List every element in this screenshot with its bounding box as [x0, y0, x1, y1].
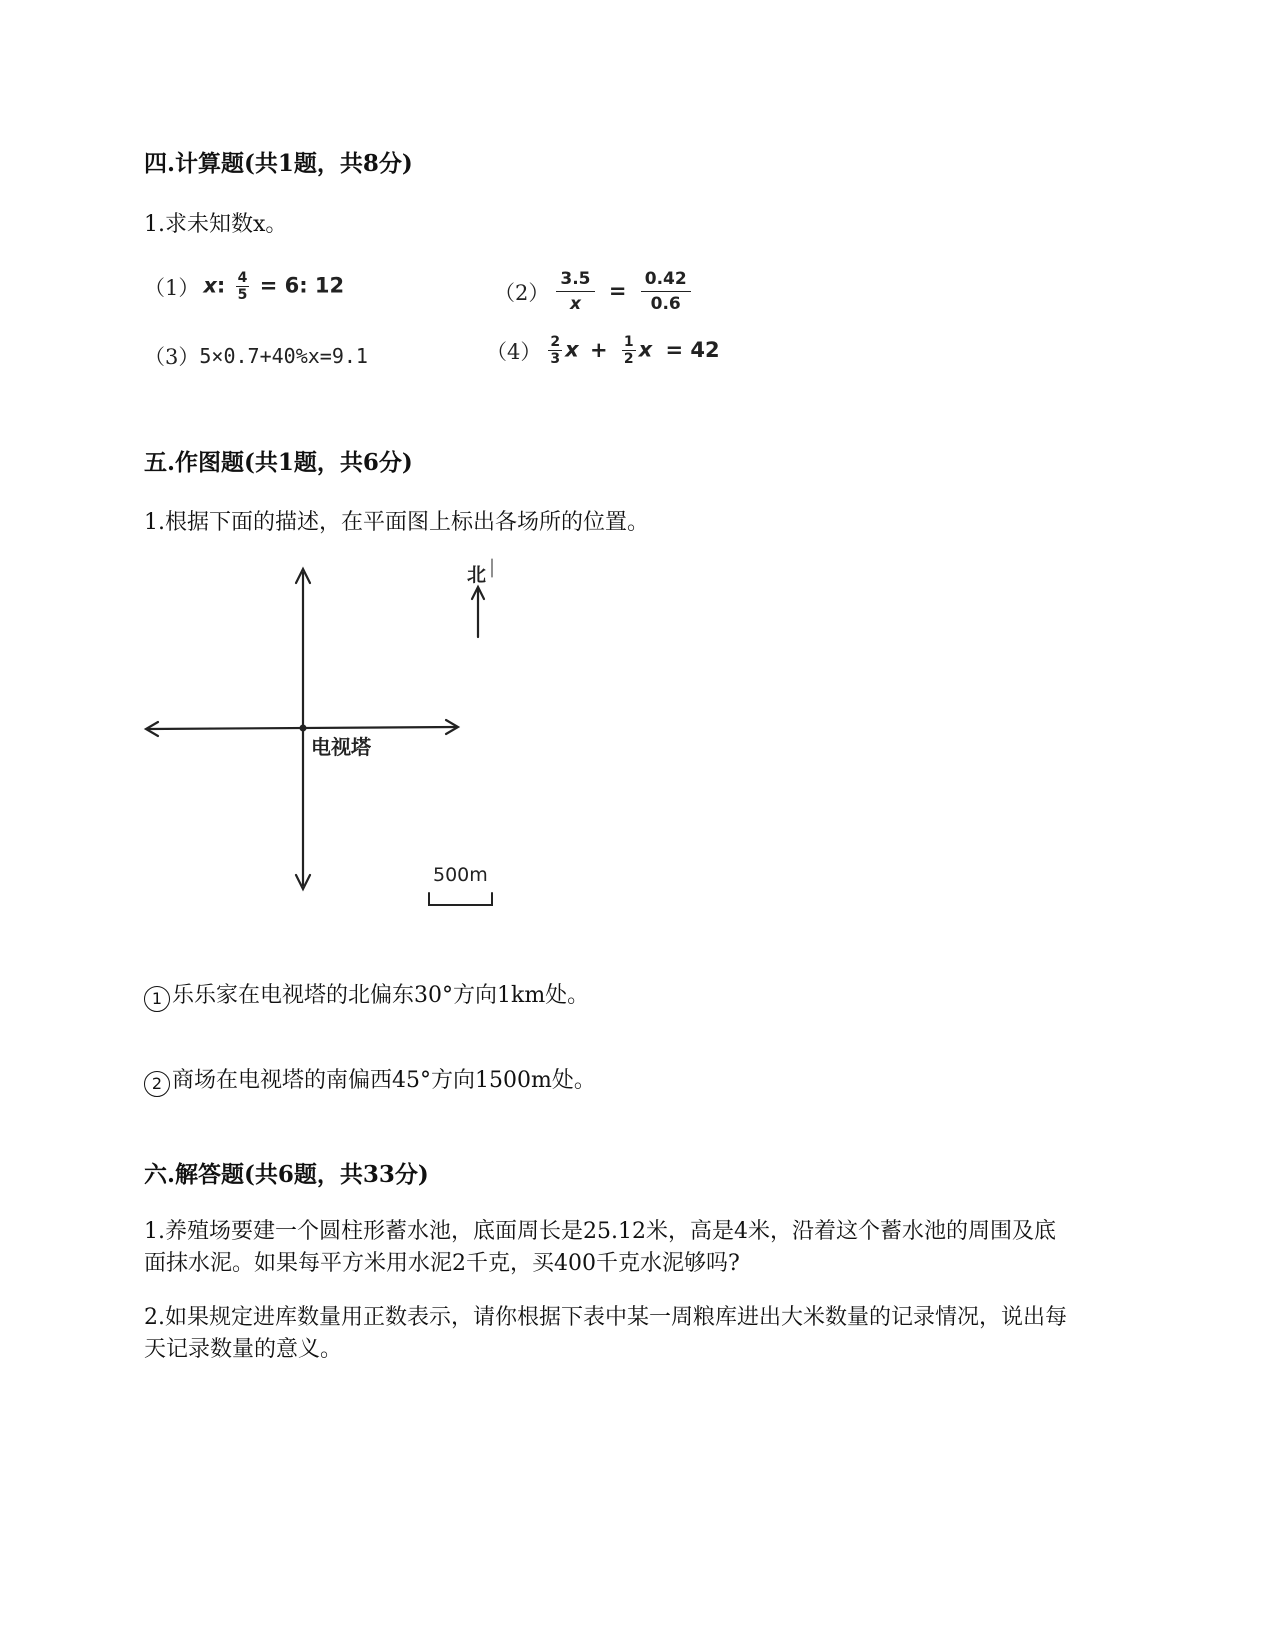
equation-3: [144, 341, 368, 371]
variable: x: [638, 337, 653, 362]
description-text: 乐乐家在电视塔的北偏东30°方向1km处。: [172, 983, 590, 1008]
description-item-1: [144, 978, 589, 1012]
variable: x: [565, 337, 579, 362]
equation-label: （4）: [486, 339, 542, 364]
north-label: 北: [467, 564, 487, 586]
denominator: 5: [237, 287, 248, 303]
section-heading-word-problems: 六.解答题(共6题，共33分): [144, 1161, 429, 1188]
fraction: [641, 267, 691, 316]
scale-bar: [429, 893, 492, 905]
denominator: x: [569, 294, 581, 314]
denominator: 3: [550, 351, 561, 367]
numerator: 0.42: [641, 267, 691, 292]
description-item-2: [144, 1063, 596, 1097]
equation-4: [486, 334, 720, 367]
equation-label: （2）: [494, 280, 550, 305]
problem-1: 1.养殖场要建一个圆柱形蓄水池，底面周长是25.12米，高是4米，沿着这个蓄水池的周围及底面抹水泥。如果每平方米用水泥2千克，买400千克水泥够吗?: [144, 1219, 1056, 1276]
numerator: 4: [237, 270, 248, 286]
denominator: 2: [623, 351, 634, 367]
denominator: 0.6: [650, 294, 681, 314]
section-heading-calculation: 四.计算题(共1题，共8分): [144, 150, 413, 177]
question-prompt: 1.根据下面的描述，在平面图上标出各场所的位置。: [144, 510, 649, 535]
scale-label: 500m: [433, 864, 488, 886]
variable: x: [203, 273, 217, 298]
description-text: 商场在电视塔的南偏西45°方向1500m处。: [172, 1068, 596, 1093]
fraction: [236, 270, 250, 303]
circled-number-2: 2: [144, 1071, 170, 1097]
problem-2: 2.如果规定进库数量用正数表示，请你根据下表中某一周粮库进出大米数量的记录情况，说出每天记录数量的意义。: [144, 1305, 1067, 1362]
question-prompt: 1.求未知数x。: [144, 212, 288, 237]
equation-1: [144, 270, 344, 303]
equation-rest: = 42: [665, 337, 720, 362]
equation-2: [494, 267, 694, 316]
equation-label: （1）: [144, 275, 200, 300]
numerator: 3.5: [556, 267, 594, 292]
section-heading-drawing: 五.作图题(共1题，共6分): [144, 449, 413, 476]
fraction: [556, 267, 594, 316]
map-diagram: [140, 555, 510, 925]
fraction: [622, 334, 636, 367]
equation-label: （3）: [144, 345, 200, 369]
equals-sign: =: [608, 278, 627, 303]
tv-tower-label: 电视塔: [311, 735, 371, 759]
numerator: 1: [623, 334, 634, 350]
tv-tower-point: [300, 725, 307, 732]
equation-expression: 5×0.7+40%x=9.1: [199, 344, 368, 368]
fraction: [548, 334, 562, 367]
plus-sign: +: [589, 337, 608, 362]
colon: :: [216, 273, 226, 298]
circled-number-1: 1: [144, 986, 170, 1012]
equation-rest: = 6: 12: [259, 273, 345, 298]
numerator: 2: [550, 334, 561, 350]
